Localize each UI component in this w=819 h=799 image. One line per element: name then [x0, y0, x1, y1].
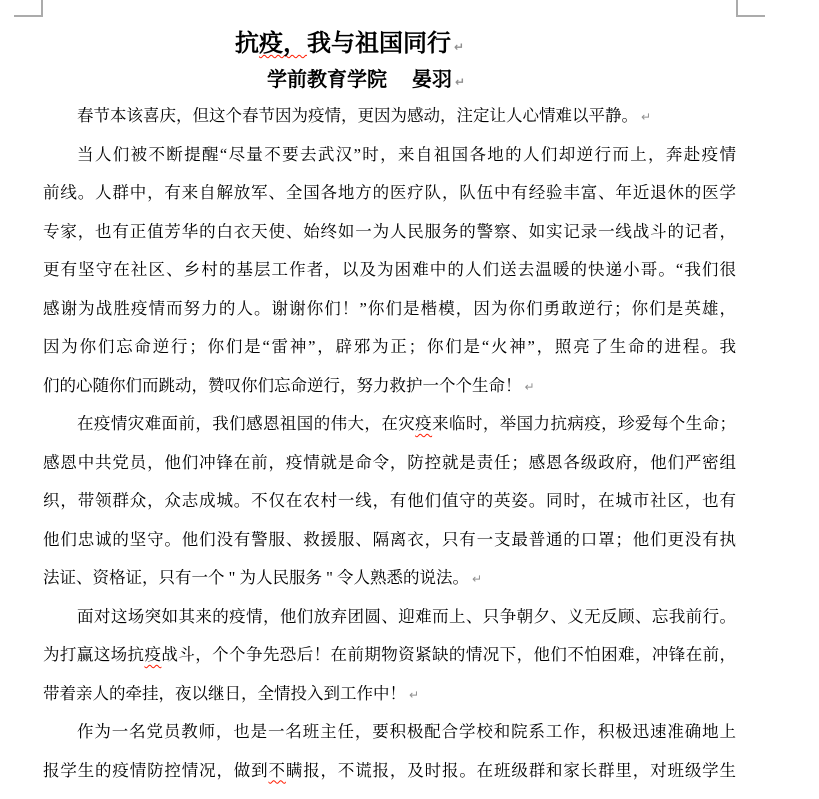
text-line — [43, 328, 736, 367]
text-segment: 来临时，举国力抗病疫，珍爱每个生命； — [432, 414, 737, 433]
text-line — [43, 213, 736, 252]
text-segment: 抗 — [234, 31, 259, 57]
text-line — [43, 405, 736, 444]
paragraph-mark-icon: ↵ — [453, 40, 465, 54]
text-segment: 法证、资格证，只有一个 " 为人民服务 " 令人熟悉的说法。 — [43, 568, 469, 587]
text-segment: 他们忠诚的坚守。他们没有警服、救援服、隔离衣，只有一支最普通的口罩；他们更没有执 — [43, 529, 736, 549]
margin-crop-mark-top-right-icon — [736, 0, 765, 17]
text-segment: 们的心随你们而跳动，赞叹你们忘命逆行，努力救护一个个生命！ — [43, 375, 522, 395]
text-line — [43, 174, 736, 213]
paragraph-mark-icon: ↵ — [524, 379, 535, 394]
text-line — [43, 251, 736, 290]
text-segment: 更有坚守在社区、乡村的基层工作者，以及为困难中的人们送去温暖的快递小哥。“我们很 — [43, 260, 736, 279]
text-segment: 带着亲人的牵挂，夜以继日，全情投入到工作中！ — [43, 683, 406, 703]
text-segment: 春节本该喜庆，但这个春节因为疫情，更因为感动，注定让人心情难以平静。 — [77, 106, 638, 125]
text-segment: 瞒报，不谎报，及时报。在班级群和家长群里，对班级学生 — [285, 760, 737, 780]
text-line — [43, 290, 736, 329]
margin-crop-mark-top-left-icon — [14, 0, 43, 17]
text-segment: 作为一名党员教师，也是一名班主任，要积极配合学校和院系工作，积极迅速准确地上 — [77, 722, 736, 741]
text-line — [43, 636, 736, 675]
text-segment: 战斗，个个争先恐后！在前期物资紧缺的情况下，他们不怕困难，冲锋在前， — [161, 645, 737, 664]
text-line — [43, 675, 736, 714]
spellcheck-flagged-text: 疫 — [415, 414, 433, 433]
text-segment: 报学生的疫情防控情况，做到 — [43, 760, 269, 780]
text-line — [43, 521, 736, 560]
text-segment: 学前教育学院 晏羽 — [266, 69, 452, 91]
paragraph-mark-icon: ↵ — [471, 572, 483, 586]
text-segment: 感恩中共党员，他们冲锋在前，疫情就是命令，防控就是责任；感恩各级政府，他们严密组 — [43, 452, 736, 472]
paragraph-mark-icon: ↵ — [641, 110, 652, 124]
text-segment: 为打赢这场抗 — [43, 645, 145, 664]
text-line — [43, 136, 736, 175]
text-segment: 当人们被不断提醒“尽量不要去武汉”时，来自祖国各地的人们却逆行而上，奔赴疫情 — [77, 144, 736, 164]
paragraph-mark-icon: ↵ — [454, 75, 466, 89]
text-line — [43, 713, 736, 752]
document-body — [43, 97, 736, 790]
text-line — [43, 482, 736, 521]
document-byline — [43, 64, 736, 96]
text-segment: 感谢为战胜疫情而努力的人。谢谢你们！”你们是楷模，因为你们勇敢逆行；你们是英雄， — [43, 298, 736, 318]
spellcheck-flagged-text: 不 — [268, 760, 286, 780]
text-segment: 织，带领群众，众志成城。不仅在农村一线，有他们值守的英姿。同时，在城市社区，也有 — [43, 491, 736, 510]
text-segment: 专家，也有正值芳华的白衣天使、始终如一为人民服务的警察、如实记录一线战斗的记者， — [43, 221, 736, 241]
text-segment: 面对这场突如其来的疫情，他们放弃团圆、迎难而上、只争朝夕、义无反顾、忘我前行。 — [77, 606, 736, 626]
text-segment: 因为你们忘命逆行；你们是“雷神”，辟邪为正；你们是“火神”，照亮了生命的进程。我 — [43, 337, 736, 356]
text-segment: 在疫情灾难面前，我们感恩祖国的伟大，在灾 — [77, 414, 416, 433]
text-line — [43, 97, 736, 136]
spellcheck-flagged-text: 疫 — [144, 645, 162, 664]
text-segment: 前线。人群中，有来自解放军、全国各地方的医疗队，队伍中有经验丰富、年近退休的医学 — [43, 183, 736, 202]
text-line — [43, 444, 736, 483]
text-segment: 我与祖国同行 — [306, 31, 451, 57]
text-line — [43, 559, 736, 598]
paragraph-mark-icon: ↵ — [409, 687, 420, 702]
spellcheck-flagged-text: 疫， — [258, 31, 307, 57]
document-title — [43, 26, 736, 62]
text-line — [43, 598, 736, 637]
text-line — [43, 367, 736, 406]
text-line — [43, 752, 736, 791]
